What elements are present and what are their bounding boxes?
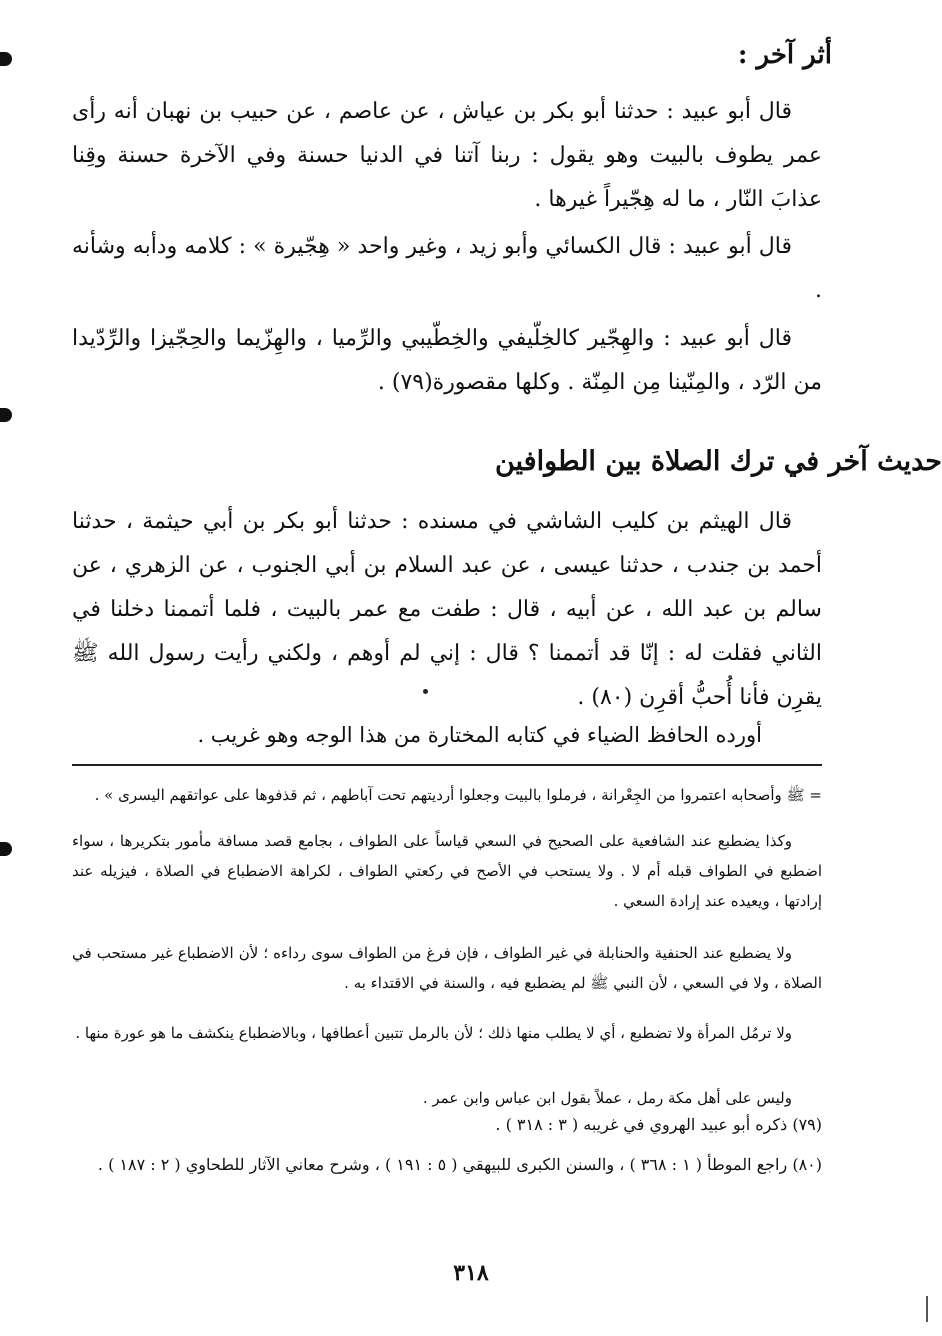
edge-tick bbox=[926, 1296, 928, 1322]
footnote-paragraph bbox=[72, 1018, 822, 1048]
footnote-text: وكذا يضطبع عند الشافعية على الصحيح في السعي قياساً على الطواف ، بجامع قصد مسافة مأمور بتكريرها ، سواء اضطبع في الطواف قبله أم لا . ولا يستحب في الأصح في ركعتي الطواف ، لكراهة الاضطباع في الصلاة ، فيزيله عند إرادتها ، ويعيده عند إرادة السعي . bbox=[72, 832, 822, 910]
footnote-text: ولا يضطبع عند الحنفية والحنابلة في غير الطواف ، فإن فرغ من الطواف سوى رداءه ؛ لأن الاضطباع غير مستحب في الصلاة ، ولا في السعي ، لأن النبي ﷺ لم يضطبع فيه ، والسنة في الاقتداء به . bbox=[72, 944, 822, 992]
paragraph bbox=[72, 90, 822, 222]
hadith-text bbox=[72, 500, 822, 720]
binding-mark bbox=[0, 408, 12, 422]
paragraph-text: قال أبو عبيد : والهِجّير كالخِلّيفي والخِطّيبي والرِّميا ، والهِزّيما والحِجّيزا والرِّدّيدا من الرّد ، والمِنّينا مِن المِنّة . وكلها مقصورة(٧٩) . bbox=[72, 326, 822, 395]
footnote-paragraph bbox=[72, 826, 822, 916]
ink-dot bbox=[423, 689, 428, 694]
footnote-continuation: = ﷺ وأصحابه اعتمروا من الجِعْرانة ، فرملوا بالبيت وجعلوا أرديتهم تحت آباطهم ، ثم قذفوها على عواتقهم اليسرى » . bbox=[94, 786, 822, 804]
paragraph-text: قال أبو عبيد : قال الكسائي وأبو زيد ، وغير واحد « هِجّيرة » : كلامه ودأبه وشأنه . bbox=[72, 234, 822, 303]
page-number: ٣١٨ bbox=[453, 1260, 489, 1286]
footnote-separator bbox=[72, 764, 822, 766]
binding-mark bbox=[0, 52, 12, 66]
hadith-text-body: قال الهيثم بن كليب الشاشي في مسنده : حدثنا أبو بكر بن أبي حيثمة ، حدثنا أحمد بن جندب ، حدثنا عيسى ، عن عبد السلام بن أبي الجنوب ، عن الزهري ، عن سالم بن عبد الله ، عن أبيه ، قال : طفت مع عمر بالبيت ، فلما أتممنا دخلنا في الثاني فقلت له : إنّا قد أتممنا ؟ قال : إني لم أوهم ، ولكني رأيت رسول الله ﷺ يقرِن فأنا أُحبُّ أقرِن (٨٠) . bbox=[72, 509, 822, 710]
paragraph bbox=[72, 317, 822, 405]
footnote-paragraph bbox=[72, 938, 822, 998]
footnote-text: ولا ترمُل المرأة ولا تضطبع ، أي لا يطلب منها ذلك ؛ لأن بالرمل تتبين أعطافها ، وبالاضطباع ينكشف ما هو عورة منها . bbox=[75, 1024, 792, 1042]
footnote-text: وليس على أهل مكة رمل ، عملاً بقول ابن عباس وابن عمر . bbox=[422, 1089, 792, 1107]
section-heading: أثر آخر : bbox=[737, 40, 832, 70]
hadith-title: حديث آخر في ترك الصلاة بين الطوافين bbox=[494, 446, 942, 477]
binding-mark bbox=[0, 842, 12, 856]
paragraph bbox=[72, 225, 822, 313]
footnote-80: (٨٠) راجع الموطأ ( ١ : ٣٦٨ ) ، والسنن الكبرى للبيهقي ( ٥ : ١٩١ ) ، وشرح معاني الآثار للطحاوي ( ٢ : ١٨٧ ) . bbox=[97, 1155, 822, 1174]
footnote-79: (٧٩) ذكره أبو عبيد الهروي في غريبه ( ٣ : ٣١٨ ) . bbox=[495, 1115, 822, 1134]
paragraph-text: قال أبو عبيد : حدثنا أبو بكر بن عياش ، عن عاصم ، عن حبيب بن نهبان أنه رأى عمر يطوف بالبيت وهو يقول : ربنا آتنا في الدنيا حسنة وفي الآخرة حسنة وقِنا عذابَ النّار ، ما له هِجّيراً غيرها . bbox=[72, 99, 822, 212]
closing-note: أورده الحافظ الضياء في كتابه المختارة من هذا الوجه وهو غريب . bbox=[197, 723, 762, 747]
footnote-paragraph bbox=[72, 1083, 822, 1113]
